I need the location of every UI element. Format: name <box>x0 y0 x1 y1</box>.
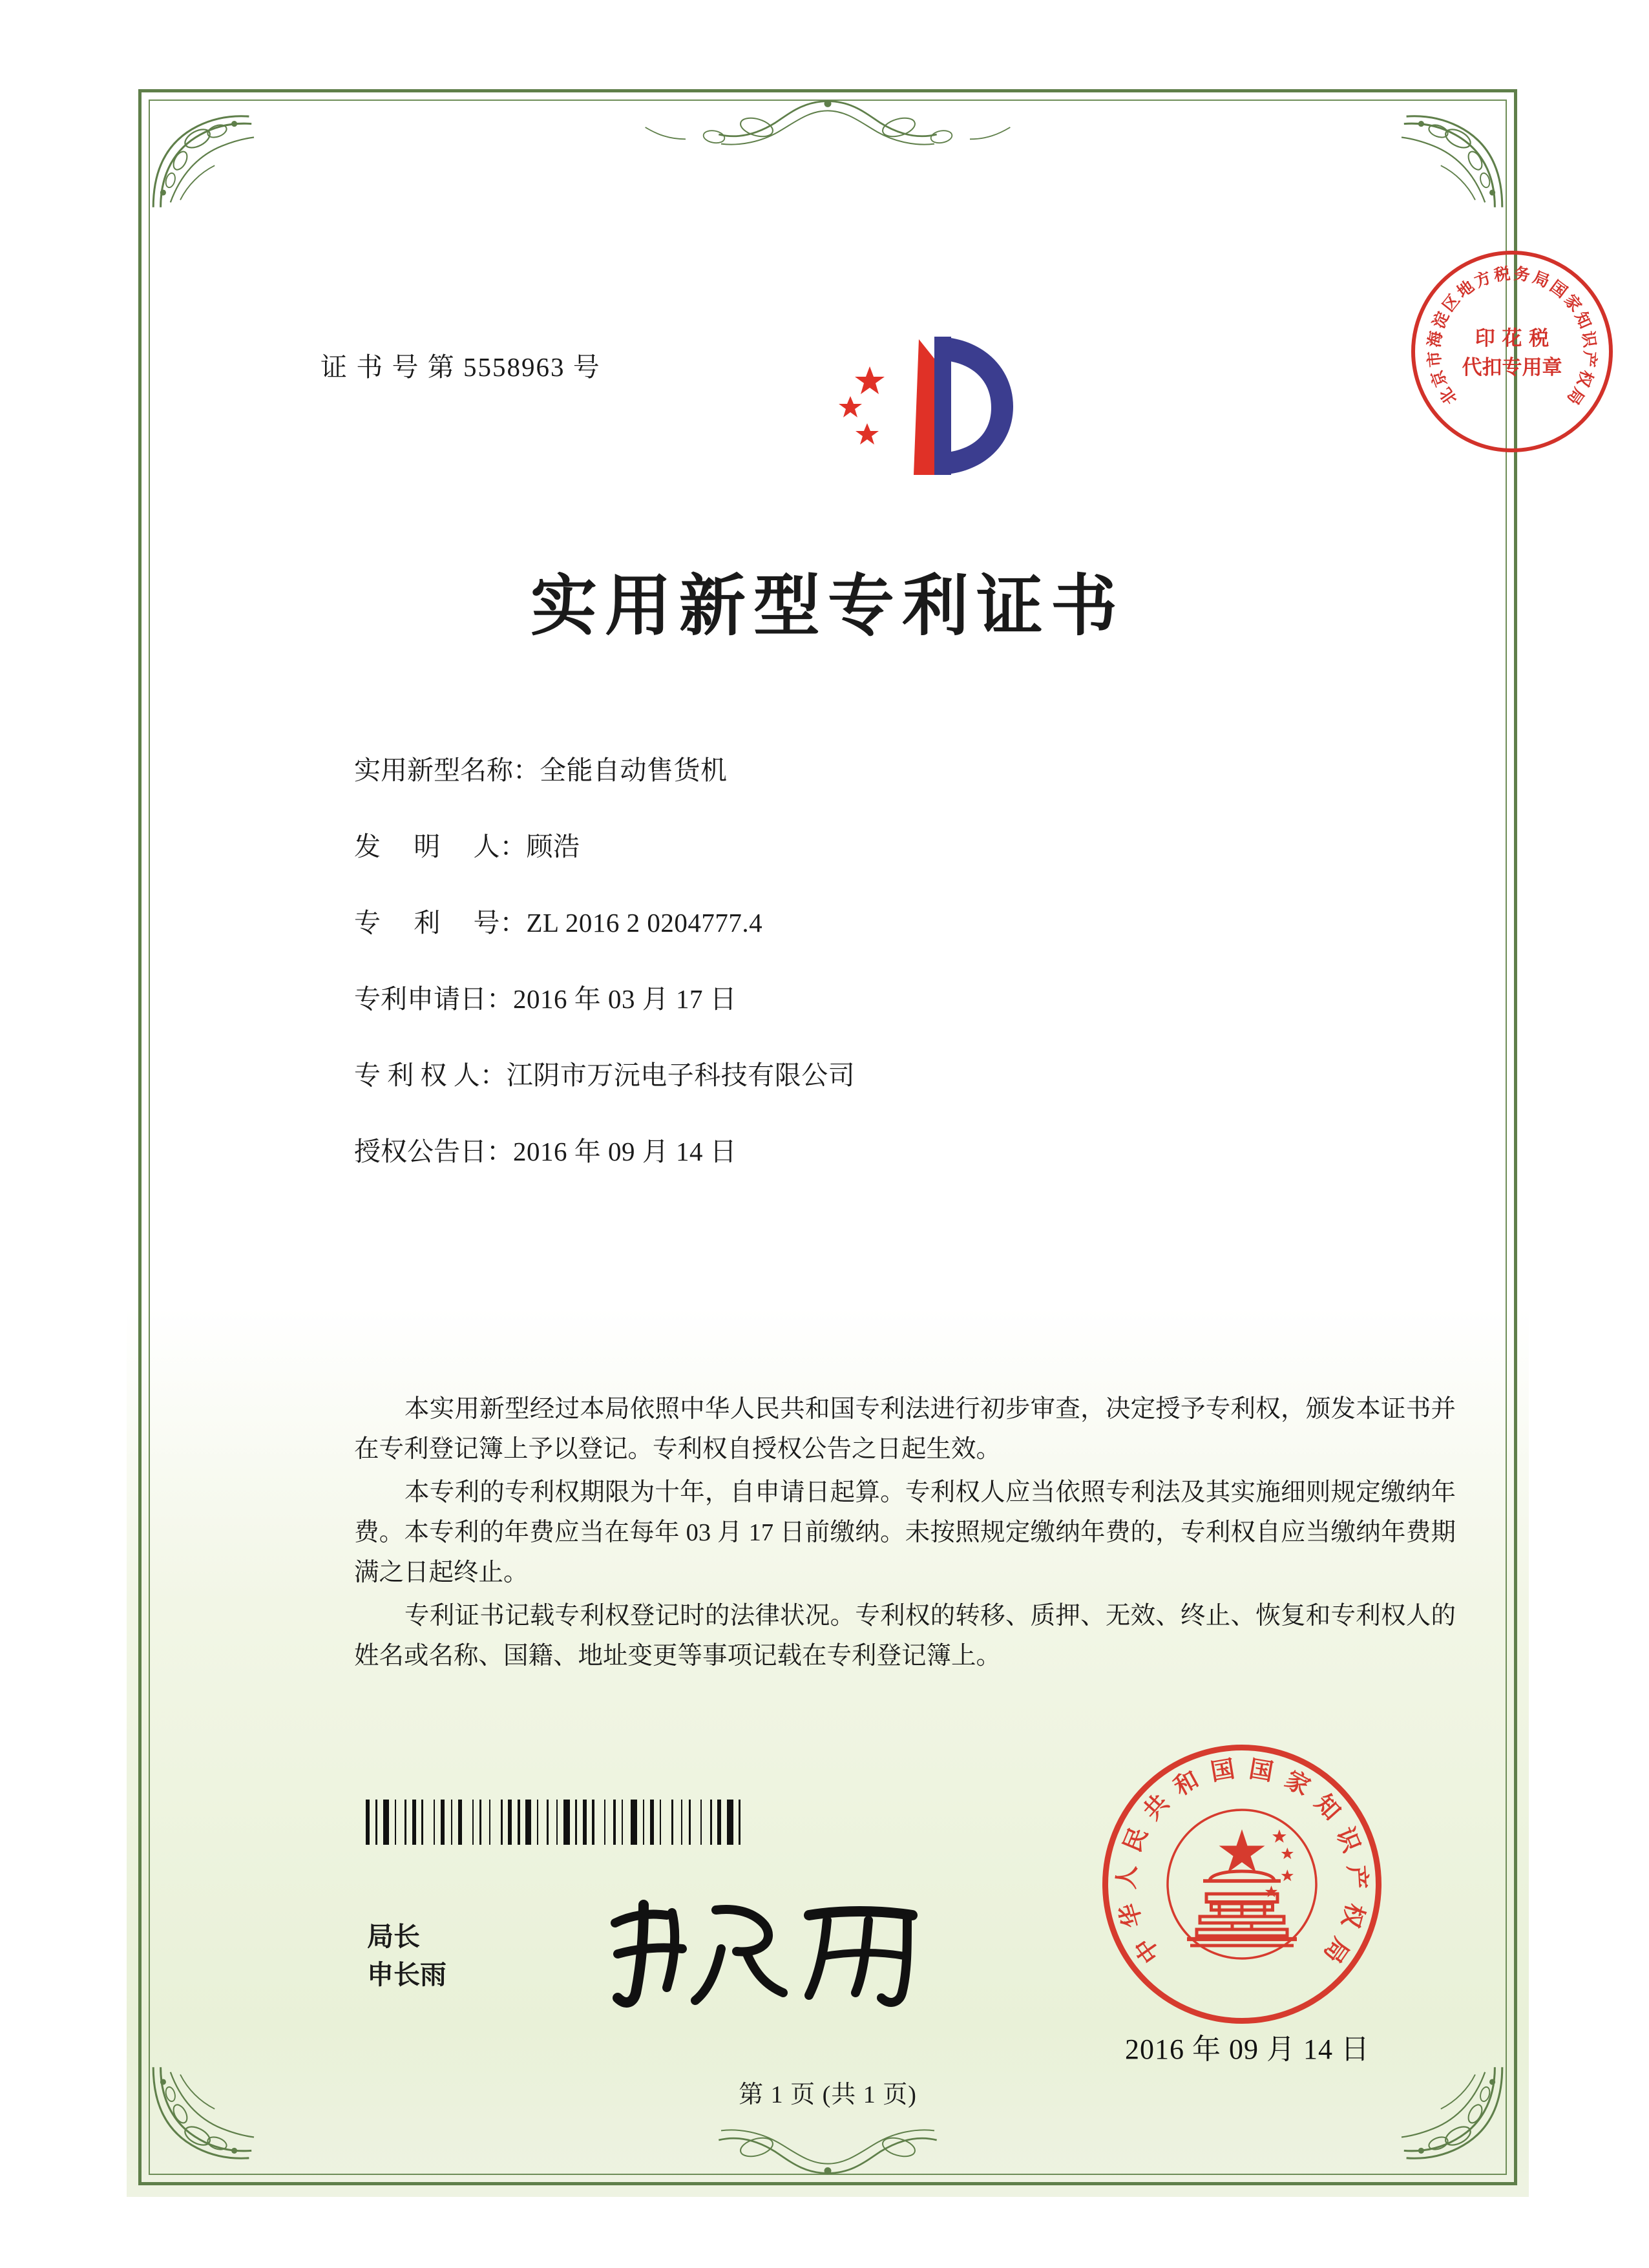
paragraph: 本专利的专利权期限为十年，自申请日起算。专利权人应当依照专利法及其实施细则规定缴纳年费。本专利的年费应当在每年 03 月 17 日前缴纳。未按照规定缴纳年费的，专利权自应当缴纳年费期满之日起终止。 <box>354 1478 1456 1587</box>
paragraph: 本实用新型经过本局依照中华人民共和国专利法进行初步审查，决定授予专利权，颁发本证书并在专利登记簿上予以登记。专利权自授权公告之日起生效。 <box>354 1396 1456 1464</box>
cnipa-logo-icon <box>831 320 1038 507</box>
field-label: 授权公告日： <box>354 1137 513 1167</box>
certificate-number: 证 书 号 第 5558963 号 <box>320 352 601 382</box>
field-row <box>354 1061 1453 1090</box>
field-value: ZL 2016 2 0204777.4 <box>526 908 763 938</box>
legal-text-block <box>354 1389 1456 1679</box>
signature-block <box>367 1918 446 1995</box>
patent-fields <box>354 756 1453 1214</box>
patent-certificate <box>127 78 1600 2197</box>
national-emblem-icon <box>1161 1803 1323 1965</box>
tax-stamp-ring-text: 北 京 市 海 淀 区 地 方 税 务 局 国 家 知 识 产 权 局 <box>1424 264 1600 408</box>
seal-date: 2016 年 09 月 14 日 <box>1125 2033 1370 2065</box>
field-value: 江阴市万沅电子科技有限公司 <box>506 1060 856 1091</box>
field-value: 全能自动售货机 <box>540 755 728 785</box>
field-row <box>354 1137 1453 1166</box>
tax-stamp-center-text <box>1415 324 1609 383</box>
field-label: 实用新型名称： <box>354 755 540 785</box>
field-row <box>354 832 1453 861</box>
bottom-flourish-icon <box>582 2112 1073 2183</box>
handwritten-signature-icon <box>592 1887 954 2016</box>
tax-stamp-line1: 印 花 税 <box>1475 327 1549 350</box>
field-value: 2016 年 03 月 17 日 <box>513 984 737 1014</box>
field-value: 2016 年 09 月 14 日 <box>513 1137 737 1167</box>
field-row <box>354 985 1453 1014</box>
field-label: 专 利 权 人： <box>354 1060 507 1091</box>
seal-ring-text: 中 华 人 民 共 和 国 国 家 知 识 产 权 局 <box>1111 1754 1372 1969</box>
field-row <box>354 908 1453 938</box>
field-label: 发 明 人： <box>354 832 527 862</box>
field-label: 专利申请日： <box>354 984 513 1014</box>
corner-flourish-icon <box>143 94 266 217</box>
tax-stamp-seal <box>1411 251 1613 452</box>
tax-stamp-line2: 代扣专用章 <box>1462 355 1562 379</box>
barcode <box>366 1800 779 1845</box>
page-title: 实用新型专利证书 <box>530 567 1125 645</box>
paragraph: 专利证书记载专利权登记时的法律状况。专利权的转移、质押、无效、终止、恢复和专利权人的姓名或名称、国籍、地址变更等事项记载在专利登记簿上。 <box>354 1602 1456 1670</box>
corner-flourish-icon <box>1389 94 1512 217</box>
field-row <box>354 756 1453 785</box>
director-name: 申长雨 <box>367 1960 446 1990</box>
director-title: 局长 <box>367 1922 420 1951</box>
field-label: 专 利 号： <box>354 908 527 938</box>
official-seal <box>1102 1745 1381 2024</box>
field-value: 顾浩 <box>526 832 580 862</box>
page-footer: 第 1 页 (共 1 页) <box>739 2081 917 2108</box>
top-flourish-icon <box>582 92 1073 163</box>
